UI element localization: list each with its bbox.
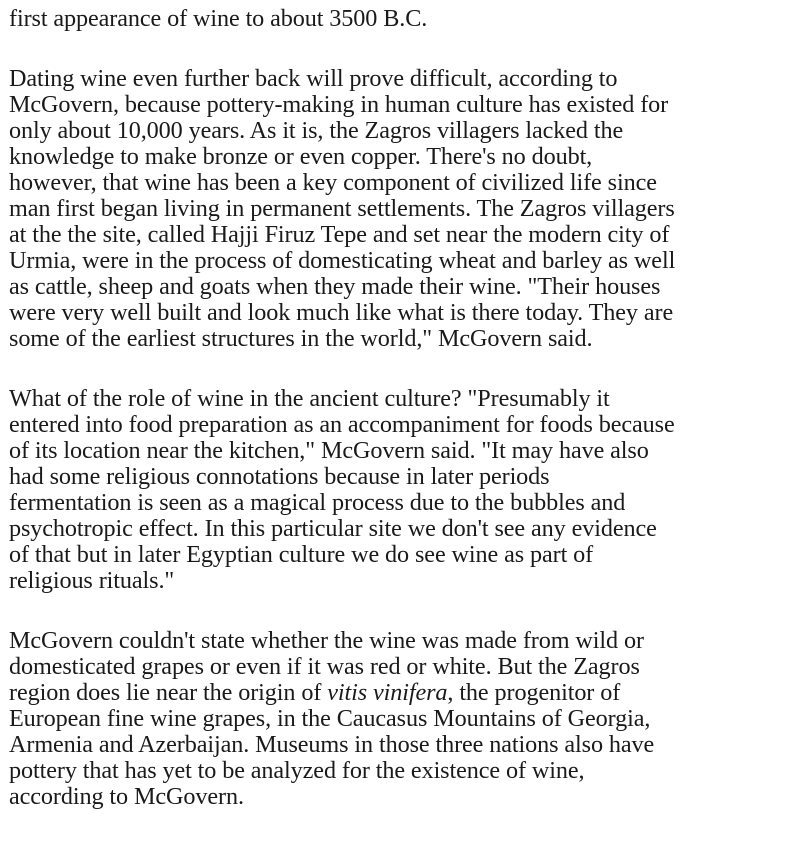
text-line: of that but in later Egyptian culture we do see wine as part of <box>9 541 594 568</box>
text-line: religious rituals." <box>9 567 175 594</box>
text-line-with-italic <box>9 680 620 706</box>
text-run: region does lie near the origin of <box>9 679 328 706</box>
text-line: pottery that has yet to be analyzed for the existence of wine, <box>9 757 585 784</box>
text-line: Armenia and Azerbaijan. Museums in those three nations also have <box>9 731 655 758</box>
text-line: were very well built and look much like what is there today. They are <box>9 299 674 326</box>
text-line: first appearance of wine to about 3500 B.C. <box>9 5 428 32</box>
text-line: Urmia, were in the process of domesticating wheat and barley as well <box>9 247 676 274</box>
text-line: European fine wine grapes, in the Caucasus Mountains of Georgia, <box>9 705 651 732</box>
text-run: , the progenitor of <box>447 679 621 706</box>
text-line: knowledge to make bronze or even copper. There's no doubt, <box>9 143 593 170</box>
text-line: of its location near the kitchen," McGovern said. "It may have also <box>9 437 649 464</box>
text-line: McGovern, because pottery-making in human culture has existed for <box>9 91 669 118</box>
text-line: only about 10,000 years. As it is, the Zagros villagers lacked the <box>9 117 624 144</box>
text-line: as cattle, sheep and goats when they made their wine. "Their houses <box>9 273 661 300</box>
text-line: according to McGovern. <box>9 783 244 810</box>
text-line: McGovern couldn't state whether the wine was made from wild or <box>9 627 644 654</box>
text-line: fermentation is seen as a magical process due to the bubbles and <box>9 489 626 516</box>
text-line: man first began living in permanent settlements. The Zagros villagers <box>9 195 675 222</box>
text-line: domesticated grapes or even if it was red or white. But the Zagros <box>9 653 640 680</box>
text-line: entered into food preparation as an accompaniment for foods because <box>9 411 675 438</box>
text-line: psychotropic effect. In this particular site we don't see any evidence <box>9 515 657 542</box>
text-line: What of the role of wine in the ancient culture? "Presumably it <box>9 385 610 412</box>
italic-species-name: vitis vinifera <box>327 679 448 706</box>
text-line: however, that wine has been a key component of civilized life since <box>9 169 657 196</box>
text-line: had some religious connotations because in later periods <box>9 463 550 490</box>
text-line: at the the site, called Hajji Firuz Tepe and set near the modern city of <box>9 221 670 248</box>
text-line: some of the earliest structures in the world," McGovern said. <box>9 325 593 352</box>
text-line: Dating wine even further back will prove difficult, according to <box>9 65 618 92</box>
